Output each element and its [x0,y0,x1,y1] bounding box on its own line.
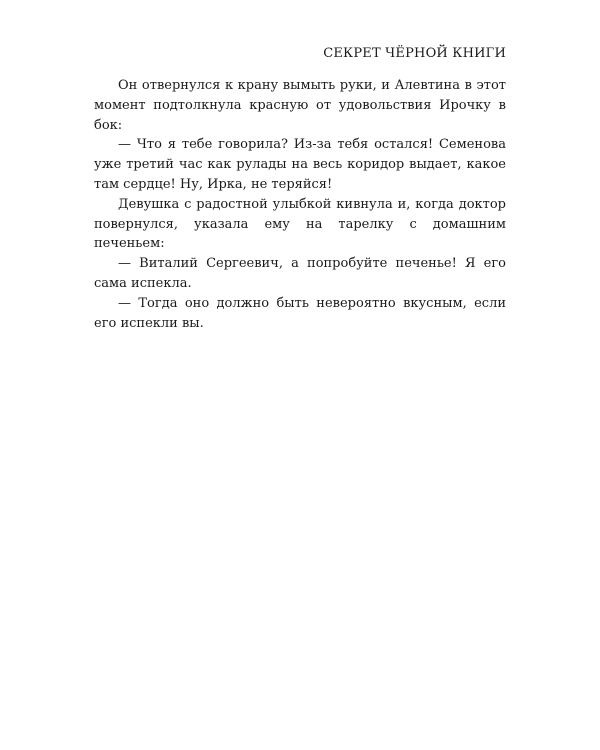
paragraph: Он отвернулся к крану вымыть руки, и Алевтина в этот момент подтолкнула красную от удовольствия Ирочку в бок: [94,78,506,133]
running-head: СЕКРЕТ ЧЁРНОЙ КНИГИ [323,46,506,61]
body-text [94,76,506,333]
paragraph: — Что я тебе говорила? Из-за тебя остался! Семенова уже третий час как рулады на весь коридор выдает, какое там сердце! Ну, Ирка, не теряйся! [94,137,506,192]
paragraph: — Тогда оно должно быть невероятно вкусным, если его испекли вы. [94,295,506,331]
paragraph: — Виталий Сергеевич, а попробуйте печенье! Я его сама испекла. [94,256,506,291]
paragraph: Девушка с радостной улыбкой кивнула и, когда доктор повернулся, указала ему на тарелку с домашним печеньем: [94,196,506,252]
